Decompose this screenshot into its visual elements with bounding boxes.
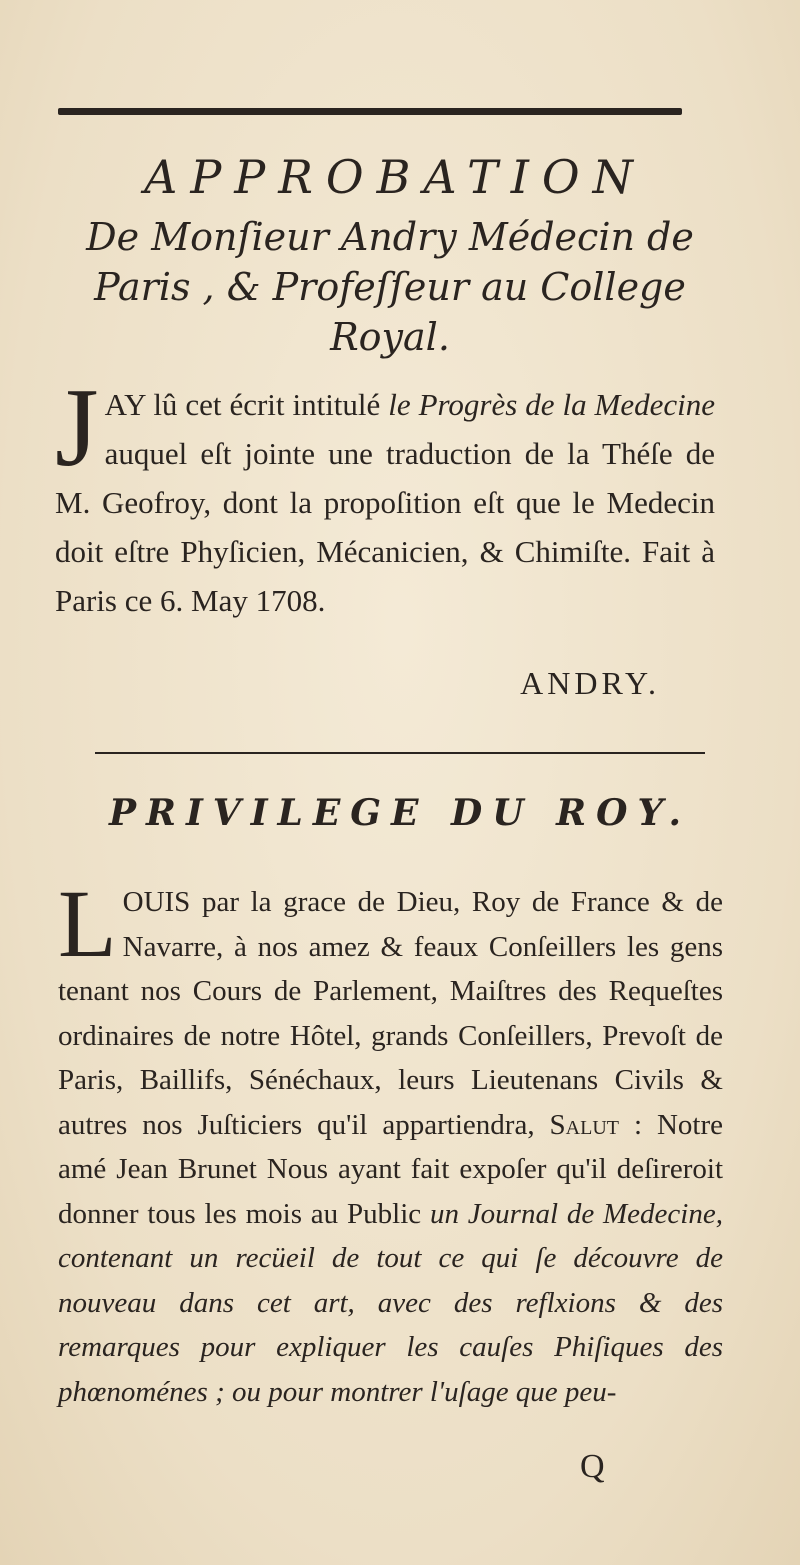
approbation-signature: ANDRY. (520, 665, 660, 701)
salut-smallcaps: Salut (549, 1108, 619, 1141)
approbation-subtitle (70, 212, 710, 362)
privilege-text-b: : Notre amé Jean Brunet Nous ayant fait expoſer qu'il deſireroit donner tous les mois au Public (58, 1108, 724, 1230)
approbation-text (55, 366, 715, 625)
privilege-text-italic: un Journal de Medecine, contenant un recüeil de tout ce qui ſe découvre de nouveau dans cet art, avec des reflxions & des remarques pour expliquer les cauſes Phiſiques des phœnoménes ; ou pour montrer l'uſage que peu- (58, 1197, 723, 1408)
catchword: Q (580, 1448, 605, 1485)
approbation-title: APPROBATION (144, 150, 646, 204)
approbation-dropcap: J (55, 366, 99, 490)
privilege-text (58, 870, 724, 1414)
privilege-title: PRIVILEGE DU ROY. (108, 792, 692, 834)
section-divider-rule (95, 752, 705, 754)
subtitle-line: Royal. (330, 315, 450, 359)
privilege-text-a: OUIS par la grace de Dieu, Roy de France & de Navarre, à nos amez & feaux Conſeillers les gens tenant nos Cours de Parlement, Maiſtres des Requeſtes ordinaires de notre Hôtel, grands Conſeillers, Prevoſt de Paris, Baillifs, Sénéchaux, leurs Lieutenans Civils & autres nos Juſticiers qu'il appartiendra, (58, 886, 723, 1141)
book-title-italic: le Progrès de la Medecine (388, 387, 715, 422)
top-ornamental-rule (58, 108, 682, 115)
subtitle-line: De Monſieur Andry Médecin de (86, 215, 694, 259)
approbation-text-a: AY lû cet écrit intitulé (104, 387, 389, 422)
privilege-dropcap: L (58, 870, 117, 977)
approbation-text-c: auquel eſt jointe une traduction de la Théſe de M. Geofroy, dont la propoſition eſt que le Medecin doit eſtre Phyſicien, Mécanicien, & Chimiſte. Fait à Paris ce 6. May 1708. (55, 436, 715, 618)
subtitle-line: Paris , & Profeſſeur au College (94, 265, 686, 309)
